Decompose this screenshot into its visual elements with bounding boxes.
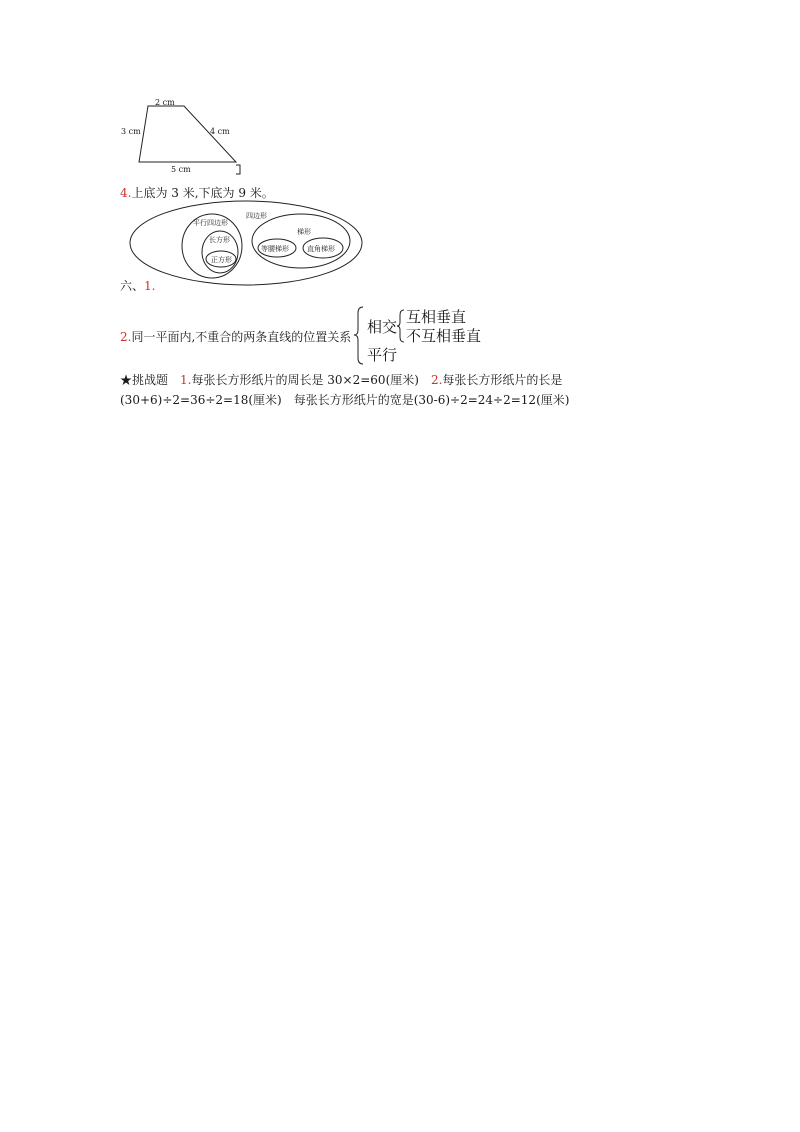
section-6-prefix: 六、 (120, 279, 145, 293)
item-2-text: 同一平面内,不重合的两条直线的位置关系 (131, 330, 352, 344)
challenge-q1-number: 1. (180, 373, 192, 387)
item-4-text: 上底为 3 米,下底为 9 米。 (131, 186, 274, 200)
parallel-label: 平行 (367, 346, 398, 364)
quadrilateral-label: 四边形 (246, 212, 267, 220)
perpendicular-label: 互相垂直 (406, 308, 467, 326)
section-6-number: 1. (144, 279, 156, 293)
item-4-number: 4. (120, 186, 132, 200)
rectangle-label: 长方形 (209, 236, 230, 244)
challenge-q2-text: 每张长方形纸片的长是 (442, 373, 563, 387)
outer-brace (354, 307, 363, 364)
challenge-q2-number: 2. (430, 373, 443, 387)
challenge-title: ★挑战题 (120, 373, 169, 387)
challenge-line-2: (30+6)÷2=36÷2=18(厘米) 每张长方形纸片的宽是(30-6)÷2=24÷2=12(厘米) (120, 393, 570, 407)
trapezoid-top-label: 2 cm (155, 98, 175, 107)
isosceles-trapezoid-label: 等腰梯形 (261, 245, 289, 253)
intersect-label: 相交 (367, 318, 398, 336)
item-2-number: 2. (120, 330, 132, 344)
inner-brace (397, 310, 404, 342)
trapezoid-right-label: 4 cm (210, 127, 230, 136)
trapezoid-left-label: 3 cm (121, 127, 141, 136)
trapezoid-bottom-label: 5 cm (171, 165, 191, 174)
right-trapezoid-label: 直角梯形 (307, 245, 335, 253)
square-label: 正方形 (211, 256, 232, 264)
challenge-line-1 (120, 371, 562, 388)
challenge-q1-text: 每张长方形纸片的周长是 30×2=60(厘米) (191, 373, 419, 387)
not-perpendicular-label: 不互相垂直 (406, 327, 482, 345)
parallelogram-label: 平行四边形 (193, 219, 228, 227)
trapezoid-label: 梯形 (297, 228, 311, 236)
